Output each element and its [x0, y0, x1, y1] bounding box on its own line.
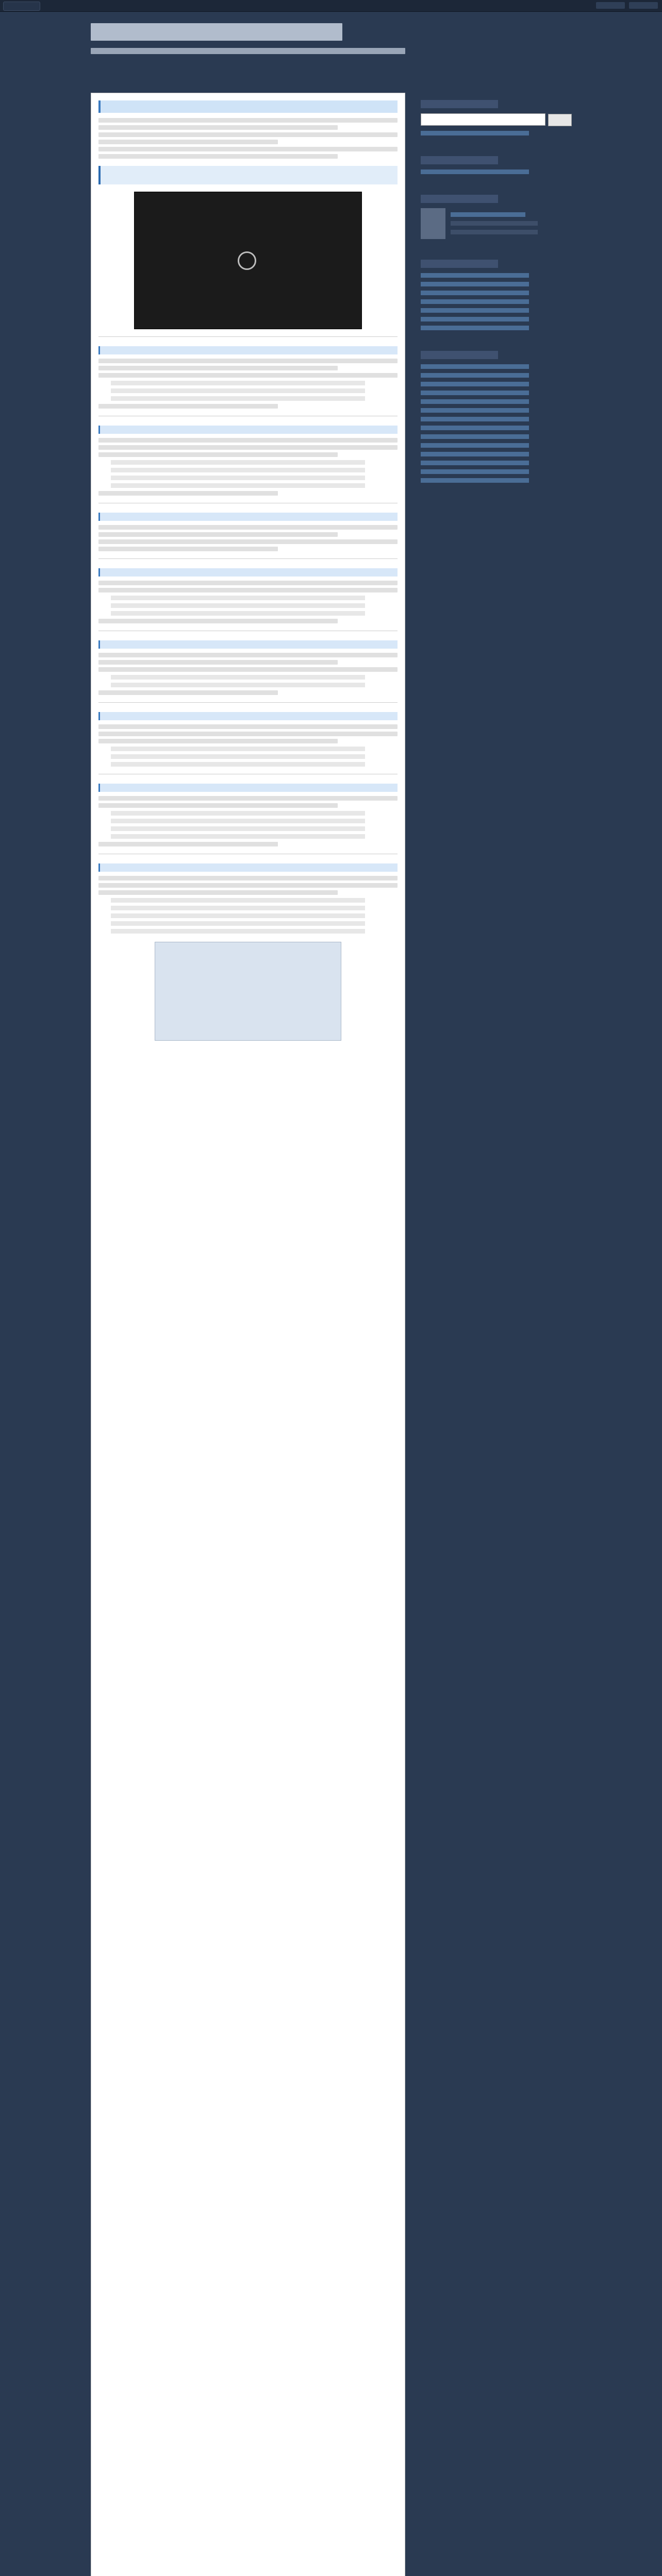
section-heading-placeholder: [98, 712, 398, 720]
sidebar-link-placeholder[interactable]: [421, 326, 529, 330]
sidebar-link-placeholder[interactable]: [421, 273, 529, 278]
video-status-icon: [238, 251, 256, 270]
list-item-placeholder: [111, 396, 365, 401]
list-item-placeholder: [111, 826, 365, 831]
navbar-action-1[interactable]: [596, 2, 625, 9]
text-placeholder: [98, 732, 398, 736]
list-item-placeholder: [111, 476, 365, 480]
text-placeholder: [98, 883, 398, 888]
list-item-placeholder: [111, 929, 365, 934]
text-placeholder: [98, 539, 398, 544]
list-item-placeholder: [111, 906, 365, 910]
text-placeholder: [451, 221, 538, 226]
text-placeholder: [98, 404, 278, 409]
navbar-actions: [596, 2, 658, 9]
text-placeholder: [98, 876, 398, 880]
list-item-placeholder: [111, 898, 365, 903]
sidebar-link-placeholder[interactable]: [421, 131, 529, 135]
archive-item-placeholder[interactable]: [421, 382, 529, 386]
text-placeholder: [98, 739, 338, 743]
text-placeholder: [98, 890, 338, 895]
divider: [98, 558, 398, 559]
sidebar-link-placeholder[interactable]: [421, 282, 529, 286]
sidebar-heading-placeholder: [421, 260, 498, 268]
section-heading-placeholder: [98, 568, 398, 577]
navbar-action-2[interactable]: [629, 2, 658, 9]
list-item-placeholder: [111, 388, 365, 393]
search-button[interactable]: [548, 114, 572, 126]
text-placeholder: [98, 525, 398, 530]
search-input[interactable]: [421, 113, 545, 126]
section-heading-placeholder: [98, 863, 398, 872]
archive-item-placeholder[interactable]: [421, 426, 529, 430]
top-navbar: [0, 0, 662, 12]
sidebar-heading-placeholder: [421, 195, 498, 203]
text-placeholder: [98, 452, 338, 457]
archive-item-placeholder[interactable]: [421, 434, 529, 439]
text-placeholder: [98, 373, 398, 378]
post-card: [91, 93, 405, 2576]
list-item-placeholder: [111, 381, 365, 385]
text-placeholder: [98, 588, 398, 592]
text-placeholder: [98, 667, 398, 672]
list-item-placeholder: [111, 596, 365, 600]
sidebar-link-placeholder[interactable]: [421, 170, 529, 174]
sidebar-link-placeholder[interactable]: [421, 291, 529, 295]
text-placeholder: [98, 796, 398, 801]
section-heading-placeholder: [98, 784, 398, 792]
archive-item-placeholder[interactable]: [421, 417, 529, 421]
blog-title-placeholder[interactable]: [91, 23, 342, 41]
sidebar-heading-placeholder: [421, 351, 498, 359]
archive-item-placeholder[interactable]: [421, 373, 529, 378]
list-item-placeholder: [111, 819, 365, 823]
archive-item-placeholder[interactable]: [421, 408, 529, 413]
profile-block: [421, 208, 575, 239]
text-placeholder: [98, 147, 398, 151]
list-item-placeholder: [111, 468, 365, 472]
section-heading-placeholder: [98, 346, 398, 354]
text-placeholder: [98, 724, 398, 729]
text-placeholder: [98, 653, 398, 657]
list-item-placeholder: [111, 747, 365, 751]
list-item-placeholder: [111, 811, 365, 816]
navbar-logo[interactable]: [3, 2, 40, 11]
sidebar-link-placeholder[interactable]: [421, 299, 529, 304]
text-placeholder: [98, 660, 338, 665]
archive-item-placeholder[interactable]: [421, 461, 529, 465]
sidebar-link-placeholder[interactable]: [421, 317, 529, 321]
text-placeholder: [98, 125, 338, 130]
text-placeholder: [98, 532, 338, 537]
list-item-placeholder: [111, 675, 365, 680]
text-placeholder: [98, 547, 278, 551]
text-placeholder: [98, 581, 398, 585]
divider: [98, 336, 398, 337]
archive-item-placeholder[interactable]: [421, 399, 529, 404]
list-item-placeholder: [111, 762, 365, 767]
text-placeholder: [98, 842, 278, 846]
list-item-placeholder: [111, 754, 365, 759]
post-content: [98, 100, 398, 1049]
text-placeholder: [98, 140, 278, 144]
section-heading-placeholder: [98, 513, 398, 521]
embedded-video[interactable]: [134, 192, 362, 329]
list-item-placeholder: [111, 913, 365, 918]
list-item-placeholder: [111, 611, 365, 616]
archive-item-placeholder[interactable]: [421, 443, 529, 448]
text-placeholder: [98, 132, 398, 137]
list-item-placeholder: [111, 921, 365, 926]
post-title-placeholder[interactable]: [98, 100, 398, 113]
text-placeholder: [98, 366, 338, 370]
text-placeholder: [98, 690, 278, 695]
list-item-placeholder: [111, 460, 365, 465]
profile-name-placeholder[interactable]: [451, 212, 525, 217]
archive-item-placeholder[interactable]: [421, 364, 529, 369]
text-placeholder: [98, 118, 398, 123]
list-item-placeholder: [111, 683, 365, 687]
text-placeholder: [98, 154, 338, 159]
list-item-placeholder: [111, 483, 365, 488]
post-image: [155, 942, 341, 1041]
list-item-placeholder: [111, 834, 365, 839]
sidebar-heading-placeholder: [421, 156, 498, 164]
text-placeholder: [98, 491, 278, 496]
section-heading-placeholder: [98, 426, 398, 434]
archive-item-placeholder[interactable]: [421, 478, 529, 483]
sidebar-link-placeholder[interactable]: [421, 308, 529, 313]
section-heading-placeholder: [98, 640, 398, 649]
text-placeholder: [98, 619, 338, 623]
archive-item-placeholder[interactable]: [421, 452, 529, 456]
blog-description-placeholder: [91, 48, 405, 54]
sidebar-heading-placeholder: [421, 100, 498, 108]
sidebar: [421, 93, 575, 487]
archive-item-placeholder[interactable]: [421, 469, 529, 474]
avatar[interactable]: [421, 208, 445, 239]
text-placeholder: [98, 438, 398, 443]
text-placeholder: [98, 359, 398, 363]
archive-item-placeholder[interactable]: [421, 391, 529, 395]
text-placeholder: [451, 230, 538, 234]
blog-header: [91, 21, 405, 62]
post-heading-placeholder: [98, 166, 398, 184]
list-item-placeholder: [111, 603, 365, 608]
divider: [98, 702, 398, 703]
text-placeholder: [98, 445, 398, 450]
text-placeholder: [98, 803, 338, 808]
